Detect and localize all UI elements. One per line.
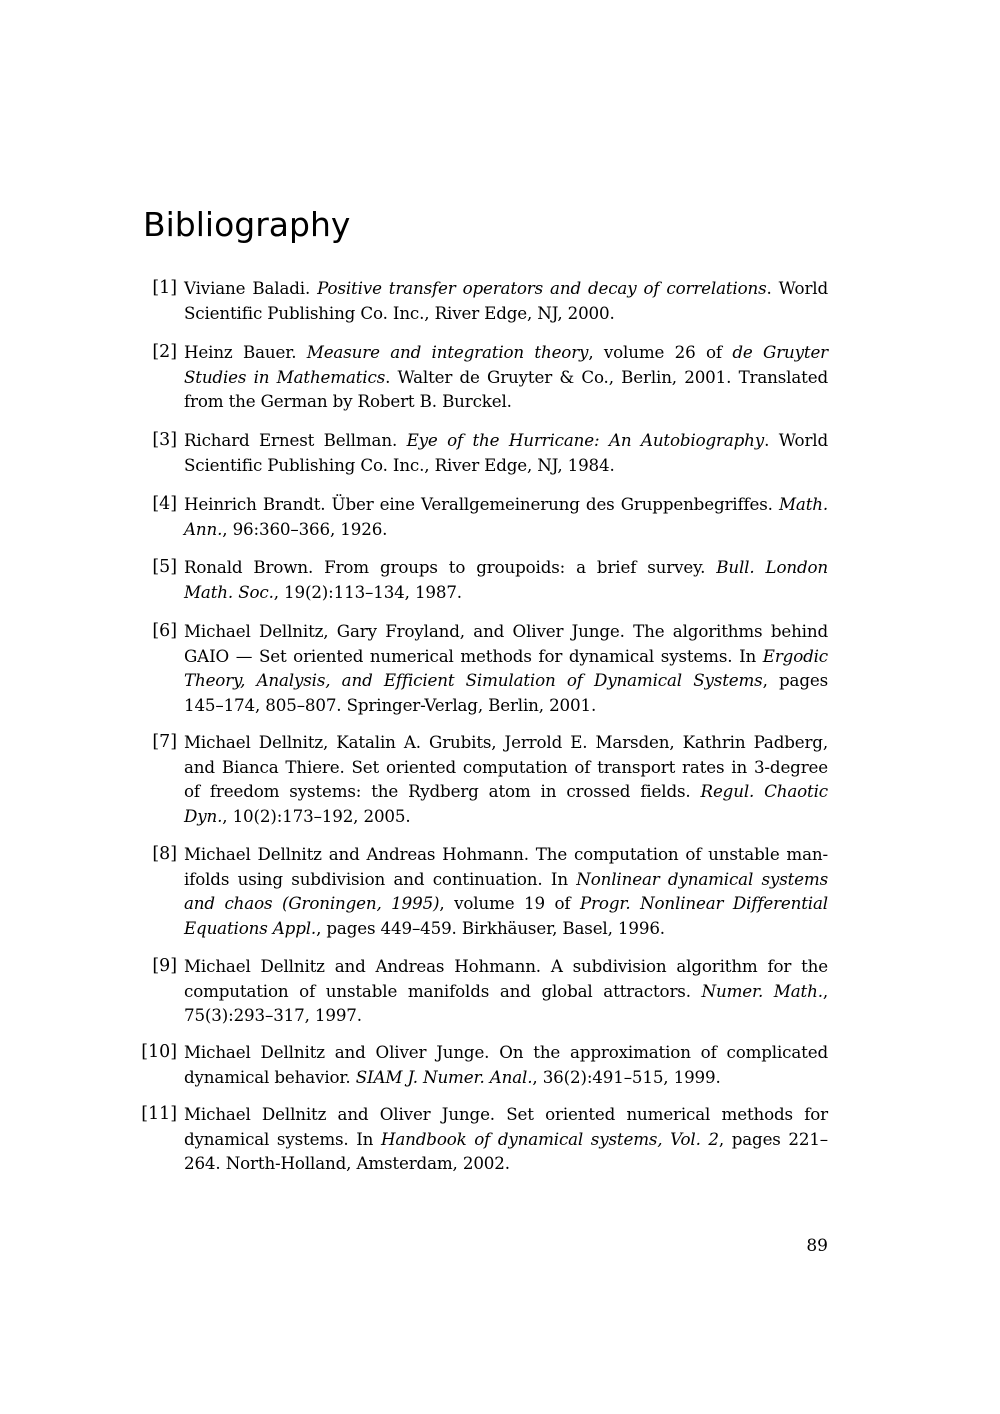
entry-italic-segment: Ann.	[184, 518, 223, 539]
entry-segment: Viviane Baladi.	[184, 278, 318, 298]
entry-line	[184, 804, 828, 829]
entry-line	[184, 619, 828, 644]
bibliography-entry	[0, 276, 1000, 325]
entry-line	[184, 453, 828, 478]
entry-segment: , pages 449–459. Birkhäuser, Basel, 1996.	[316, 917, 665, 938]
page-number: 89	[806, 1236, 828, 1256]
entry-segment: . World	[764, 430, 829, 450]
entry-segment: dynamical systems. In	[184, 1128, 381, 1149]
bibliography-entry	[0, 619, 1000, 717]
entry-line	[184, 644, 828, 669]
entry-italic-segment: Studies in Mathematics	[184, 366, 386, 387]
entry-number: [11]	[141, 1104, 177, 1124]
entry-segment: and Bianca Thiere. Set oriented computation of transport rates in 3-degree	[184, 756, 828, 777]
entry-segment: , 96:360–366, 1926.	[222, 518, 388, 539]
entry-text	[184, 276, 828, 325]
entry-text	[184, 492, 828, 541]
entry-segment: 75(3):293–317, 1997.	[184, 1005, 362, 1026]
entry-italic-segment: Positive transfer operators and decay of correlations	[317, 278, 767, 298]
entry-text	[184, 619, 828, 717]
page-title: Bibliography	[143, 205, 351, 244]
entry-segment: Richard Ernest Bellman.	[184, 430, 407, 450]
entry-segment: , volume 26 of	[588, 342, 733, 362]
entry-text	[184, 555, 828, 604]
entry-line	[184, 1127, 828, 1152]
entry-segment: , pages	[762, 670, 828, 691]
bibliography-entry	[0, 842, 1000, 940]
entry-line	[184, 916, 828, 941]
entry-line	[184, 492, 828, 517]
entry-line	[184, 668, 828, 693]
bibliography-entry	[0, 730, 1000, 828]
entry-line	[184, 755, 828, 780]
entry-number: [5]	[152, 557, 177, 577]
entry-line	[184, 389, 828, 414]
entry-italic-segment: Numer. Math.	[701, 980, 823, 1001]
bibliography-entry	[0, 954, 1000, 1028]
entry-line	[184, 1151, 828, 1176]
entry-line	[184, 340, 828, 365]
entry-text	[184, 730, 828, 828]
entry-italic-segment: Equations Appl.	[184, 917, 317, 938]
entry-line	[184, 1040, 828, 1065]
entry-line	[184, 779, 828, 804]
entry-line	[184, 580, 828, 605]
bibliography-entry	[0, 1102, 1000, 1176]
entry-segment: Michael Dellnitz and Andreas Hohmann. The computation of unstable man-	[184, 844, 828, 864]
entry-segment: Scientific Publishing Co. Inc., River Edge, NJ, 2000.	[184, 302, 615, 323]
entry-text	[184, 954, 828, 1028]
entry-segment: computation of unstable manifolds and global attractors.	[184, 980, 702, 1001]
entry-text	[184, 340, 828, 414]
entry-italic-segment: Ergodic	[762, 645, 828, 666]
entry-number: [8]	[152, 844, 177, 864]
entry-segment: Michael Dellnitz and Oliver Junge. Set oriented numerical methods for	[184, 1104, 828, 1124]
entry-segment: , volume 19 of	[439, 893, 581, 914]
entry-italic-segment: Regul. Chaotic	[700, 781, 828, 802]
entry-number: [2]	[152, 342, 177, 362]
entry-italic-segment: Theory, Analysis, and Efficient Simulation of Dynamical Systems	[184, 670, 763, 691]
entry-segment: ifolds using subdivision and continuation. In	[184, 868, 577, 889]
bibliography-entry	[0, 492, 1000, 541]
entry-italic-segment: Bull. London	[716, 557, 828, 577]
entry-number: [10]	[141, 1042, 177, 1062]
entry-segment: , 10(2):173–192, 2005.	[222, 805, 411, 826]
entry-text	[184, 1040, 828, 1089]
entry-line	[184, 867, 828, 892]
entry-text	[184, 1102, 828, 1176]
entry-italic-segment: Math. Soc.	[184, 581, 274, 602]
entry-line	[184, 979, 828, 1004]
entry-line	[184, 555, 828, 580]
entry-line	[184, 1102, 828, 1127]
bibliography-entry	[0, 555, 1000, 604]
entry-line	[184, 730, 828, 755]
entry-segment: Michael Dellnitz and Andreas Hohmann. A subdivision algorithm for the	[184, 956, 828, 976]
entry-italic-segment: Eye of the Hurricane: An Autobiography	[406, 430, 765, 450]
entry-segment: Ronald Brown. From groups to groupoids: a brief survey.	[184, 557, 717, 577]
entry-italic-segment: Math.	[778, 494, 828, 514]
entry-italic-segment: Handbook of dynamical systems, Vol. 2	[380, 1128, 719, 1149]
entry-italic-segment: Progr. Nonlinear Differential	[580, 893, 828, 914]
entry-segment: 145–174, 805–807. Springer-Verlag, Berlin, 2001.	[184, 694, 597, 715]
entry-text	[184, 842, 828, 940]
entry-italic-segment: Dyn.	[184, 805, 223, 826]
entry-segment: Michael Dellnitz and Oliver Junge. On the approximation of complicated	[184, 1042, 828, 1062]
entry-segment: , pages 221–	[718, 1128, 828, 1149]
entry-text	[184, 428, 828, 477]
entry-segment: , 36(2):491–515, 1999.	[532, 1066, 721, 1087]
entry-line	[184, 428, 828, 453]
entry-segment: Heinrich Brandt. Über eine Verallgemeinerung des Gruppenbegriffes.	[184, 494, 779, 514]
entry-segment: from the German by Robert B. Burckel.	[184, 391, 512, 412]
entry-segment: . Walter de Gruyter & Co., Berlin, 2001. Translated	[385, 366, 828, 387]
entry-number: [9]	[152, 956, 177, 976]
entry-line	[184, 954, 828, 979]
entry-segment: , 19(2):113–134, 1987.	[273, 581, 462, 602]
entry-segment: . World	[766, 278, 828, 298]
entry-number: [3]	[152, 430, 177, 450]
entry-line	[184, 842, 828, 867]
entry-line	[184, 1065, 828, 1090]
entry-italic-segment: Measure and integration theory	[306, 342, 589, 362]
bibliography-entry	[0, 428, 1000, 477]
entry-segment: ,	[822, 980, 829, 1001]
bibliography-entry	[0, 340, 1000, 414]
entry-segment: Michael Dellnitz, Katalin A. Grubits, Jerrold E. Marsden, Kathrin Padberg,	[184, 732, 828, 752]
entry-italic-segment: Nonlinear dynamical systems	[576, 868, 828, 889]
entry-segment: Scientific Publishing Co. Inc., River Edge, NJ, 1984.	[184, 454, 615, 475]
entry-line	[184, 301, 828, 326]
entry-line	[184, 1003, 828, 1028]
entry-italic-segment: and chaos (Groningen, 1995)	[184, 893, 440, 914]
entry-number: [6]	[152, 621, 177, 641]
bibliography-entry	[0, 1040, 1000, 1089]
entry-number: [1]	[152, 278, 177, 298]
entry-segment: 264. North-Holland, Amsterdam, 2002.	[184, 1153, 510, 1174]
entry-line	[184, 365, 828, 390]
entry-number: [4]	[152, 494, 177, 514]
entry-segment: dynamical behavior.	[184, 1066, 356, 1087]
entry-number: [7]	[152, 732, 177, 752]
entry-line	[184, 517, 828, 542]
entry-line	[184, 891, 828, 916]
entry-segment: Michael Dellnitz, Gary Froyland, and Oliver Junge. The algorithms behind	[184, 621, 828, 641]
entry-italic-segment: SIAM J. Numer. Anal.	[355, 1066, 533, 1087]
entry-segment: GAIO — Set oriented numerical methods for dynamical systems. In	[184, 645, 763, 666]
entry-line	[184, 276, 828, 301]
entry-segment: Heinz Bauer.	[184, 342, 307, 362]
entry-italic-segment: de Gruyter	[732, 342, 829, 362]
entry-segment: of freedom systems: the Rydberg atom in crossed fields.	[184, 781, 701, 802]
entry-line	[184, 693, 828, 718]
